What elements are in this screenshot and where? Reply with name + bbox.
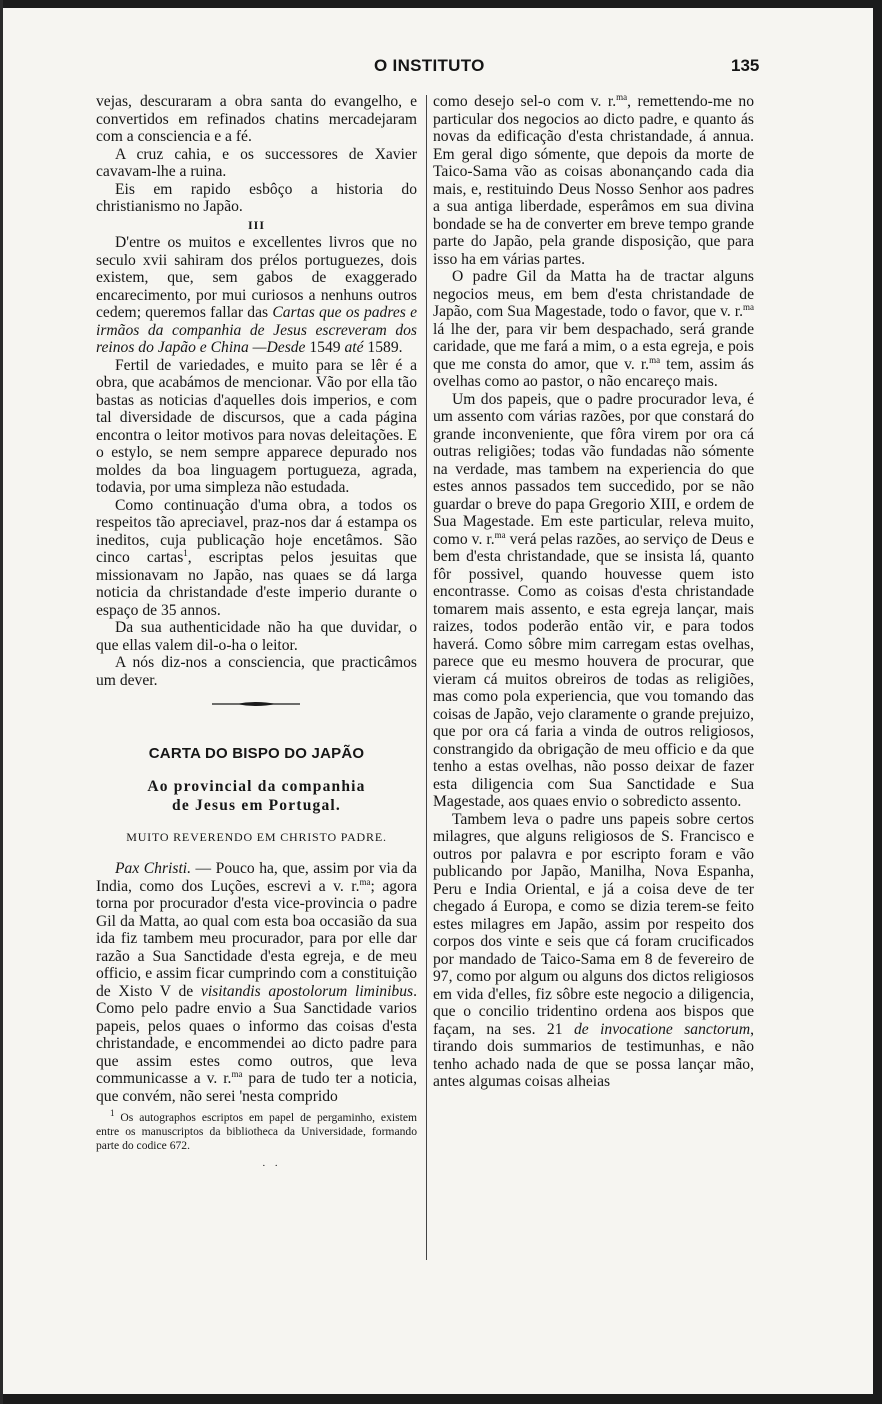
- letter-salutation: MUITO REVERENDO EM CHRISTO PADRE.: [126, 829, 387, 844]
- text-run: para de tudo ter a noticia, que convém, não serei 'nesta comprido: [96, 1070, 417, 1105]
- page-number: 135: [731, 56, 760, 75]
- paragraph: A cruz cahia, e os successores de Xavier cavavam-lhe a ruina.: [96, 145, 417, 180]
- footer-marks: · ·: [261, 1160, 282, 1173]
- superscript: ma: [616, 91, 628, 102]
- footnote-reference: 1: [183, 547, 188, 558]
- superscript: ma: [743, 301, 754, 312]
- text-run: verá pelas razões, ao serviço de Deus e bem d'esta christandade, que se insista lá, quanto fôr possivel, quando houvesse quem isto encontrasse. Como as coisas d'esta christandade tomarem mais assento, e esta egreja lançar, mais raizes, todos poderão então vir, e para todos haverá. Como sôbre mim carregam estas ovelhas, parece que eu mesmo houvera de procurar, que vieram cá muitos obreiros de todas as religiões, mas como pola experiencia, que vou tomando das coisas de Japão, vejo claramente o grande prejuizo, que por ora cá faria a vinda de outros religiosos, constrangido da obrigação de meu officio e da que tenho a estas ovelhas, não posso deixar de fazer esta diligencia com Sua Sanctidade e Sua Magestade, aos quaes envio o sobredicto assento.: [433, 530, 754, 810]
- text-run: O padre Gil da Matta ha de tractar alguns negocios meus, em bem d'esta christandade de Japão, com Sua Magestade, todo o favor, que v. r.: [433, 268, 754, 320]
- latin-phrase: visitandis apostolorum liminibus: [200, 982, 414, 1000]
- text-run: , escriptas pelos jesuitas que missionavam no Japão, nas quaes se dá larga noticia da christandade d'este imperio durante o espaço de 35 annos.: [96, 549, 417, 619]
- text-run: . Como pelo padre envio a Sua Sanctidade varios papeis, pelos quaes o informo das coisas d'esta christandade, e encommendei ao dicto padre para que assim estes como outros, que leva communicasse a v. r.: [96, 982, 417, 1087]
- paragraph: Eis em rapido esbôço a historia do christianismo no Japão.: [96, 180, 417, 215]
- text-run: lá lhe der, para vir bem despachado, será grande caridade, que me fará a mim, o a esta egreja, e pois que me consta do amor, que v. r.: [433, 320, 754, 373]
- paragraph: [433, 93, 754, 268]
- text-run: D'entre os muitos e excellentes livros que no seculo xvii sahiram dos prélos portuguezes, dois existem, que, sem gabos de exaggerado encarecimento, por mui curiosos a nenhuns outros cedem; queremos fallar das: [96, 234, 417, 321]
- footnote-marker: 1: [110, 1108, 115, 1119]
- scan-border-bottom: [0, 1394, 882, 1404]
- latin-phrase: de invocatione sanctorum: [573, 1020, 751, 1038]
- text-run: Pax Christi.: [115, 860, 192, 877]
- column-divider: [426, 95, 427, 1260]
- footnote-text: Os autographos escriptos em papel de pergaminho, existem entre os manuscriptos da bibliotheca da Universidade, formando parte do codice 672.: [96, 1111, 417, 1152]
- text-run: Como continuação d'uma obra, a todos os respeitos tão apreciavel, praz-nos dar á estampa os ineditos, cuja publicação hoje encetâmos. São cinco cartas: [96, 496, 417, 566]
- superscript: ma: [231, 1068, 243, 1079]
- left-column: [96, 93, 417, 1176]
- text-run: ; agora torna por procurador d'esta vice-provincia o padre Gil da Matta, ao qual com esta boa occasião da sua ida fiz tambem meu procurador, para por elle dar razão a Sua Sanctidade d'esta egreja, e de meu officio, e assim ficar cumprindo com a constituição de Xisto V de: [96, 877, 417, 1000]
- text-run: , remettendo-me no particular dos negocios ao dicto padre, e quanto ás novas da edificação d'esta christandade, á annua. Em geral digo sómente, que depois da morte de Taico-Sama vão as coisas abonançando cada dia mais, e, restituindo Deus Nosso Senhor aos padres a sua antiga liberdade, esperâmos em sua divina bondade se ha de converter em breve tempo grande parte do Japão, pela grande disposição, que para isso ha em várias partes.: [433, 93, 754, 268]
- paragraph: [433, 268, 754, 391]
- section-heading: III: [247, 217, 265, 232]
- paragraph: vejas, descuraram a obra santa do evangelho, e convertidos em refinados chatins mercadejaram com a consciencia e a fé.: [96, 93, 417, 145]
- text-run: tem, assim ás ovelhas como ao pastor, o não encareço mais.: [433, 355, 754, 390]
- text-run: Um dos papeis, que o padre procurador leva, é um assento com várias razões, por que constará do grande inconveniente, que fôra virem por ora cá outras religiões; todas vão fundadas não sómente na verdade, mas tambem na experiencia do que estes annos passados tem succedido, por se não guardar o breve do papa Gregorio XIII, e ordem de Sua Magestade. Em este particular, releva muito, como v. r.: [433, 390, 754, 548]
- paragraph: A nós diz-nos a consciencia, que practicâmos um dever.: [96, 654, 417, 689]
- text-run: 1589.: [363, 339, 403, 356]
- text-run: , tirando dois summarios de testimunhas, e não tenho achado nada de que se possa lançar mão, antes algumas coisas alheias: [433, 1020, 754, 1090]
- paragraph: [96, 234, 417, 357]
- paragraph: [433, 391, 754, 811]
- superscript: ma: [494, 529, 506, 540]
- running-title: O INSTITUTO: [374, 56, 485, 75]
- book-title: Cartas que os padres e irmãos da companhia de Jesus escreveram dos reinos do Japão e China —Desde: [96, 304, 417, 356]
- ornament-divider: [96, 693, 417, 719]
- right-column: [433, 93, 754, 1091]
- text-run: até: [344, 339, 364, 356]
- scan-border-right: [873, 0, 882, 1404]
- paragraph: [96, 497, 417, 620]
- running-header: [0, 56, 882, 80]
- paragraph: [96, 860, 417, 1105]
- text-run: Tambem leva o padre uns papeis sobre certos milagres, que alguns religiosos de S. Francisco e outros por palavra e por escripto foram e vão publicando por Japão, Manilha, Nova Espanha, Peru e India Oriental, e já a coisa deve de ter chegado á Europa, e como se dizia terem-se feito estes milagres em Japão, assim por respeito dos corpos dos vinte e seis que cá foram crucificados por mandado de Taico-Sama em 8 de fevereiro de 97, como por algum ou alguns dos dictos religiosos em vida d'elles, fiz sôbre este negocio a diligencia, que o concilio tridentino ordena aos bispos que façam, na ses. 21: [433, 810, 754, 1038]
- letter-addressee-line-2: de Jesus em Portugal.: [172, 796, 341, 814]
- scan-border-top: [0, 0, 882, 8]
- superscript: ma: [359, 876, 371, 887]
- text-run: como desejo sel-o com v. r.: [433, 93, 617, 110]
- paragraph: Da sua authenticidade não ha que duvidar, o que ellas valem dil-o-ha o leitor.: [96, 619, 417, 654]
- letter-addressee-line-1: Ao provincial da companhia: [147, 777, 366, 795]
- text-run: — Pouco ha, que, assim por via da India, como dos Luções, escrevi a v. r.: [96, 860, 417, 895]
- footnote: [96, 1108, 417, 1152]
- superscript: ma: [649, 354, 661, 365]
- letter-title: CARTA DO BISPO DO JAPÃO: [148, 745, 365, 762]
- paragraph: [433, 811, 754, 1091]
- scan-border-left: [0, 0, 3, 1404]
- paragraph: Fertil de variedades, e muito para se lêr é a obra, que acabámos de mencionar. Vão por ella tão bastas as noticias d'aquelles dois imperios, e com tal diversidade de discursos, que a cada página encontra o leitor motivos para novas deleitações. E o estylo, se nem sempre apparece depurado nos moldes da boa linguagem portugueza, agrada, todavia, por uma simpleza não estudada.: [96, 356, 417, 496]
- text-run: 1549: [305, 339, 345, 356]
